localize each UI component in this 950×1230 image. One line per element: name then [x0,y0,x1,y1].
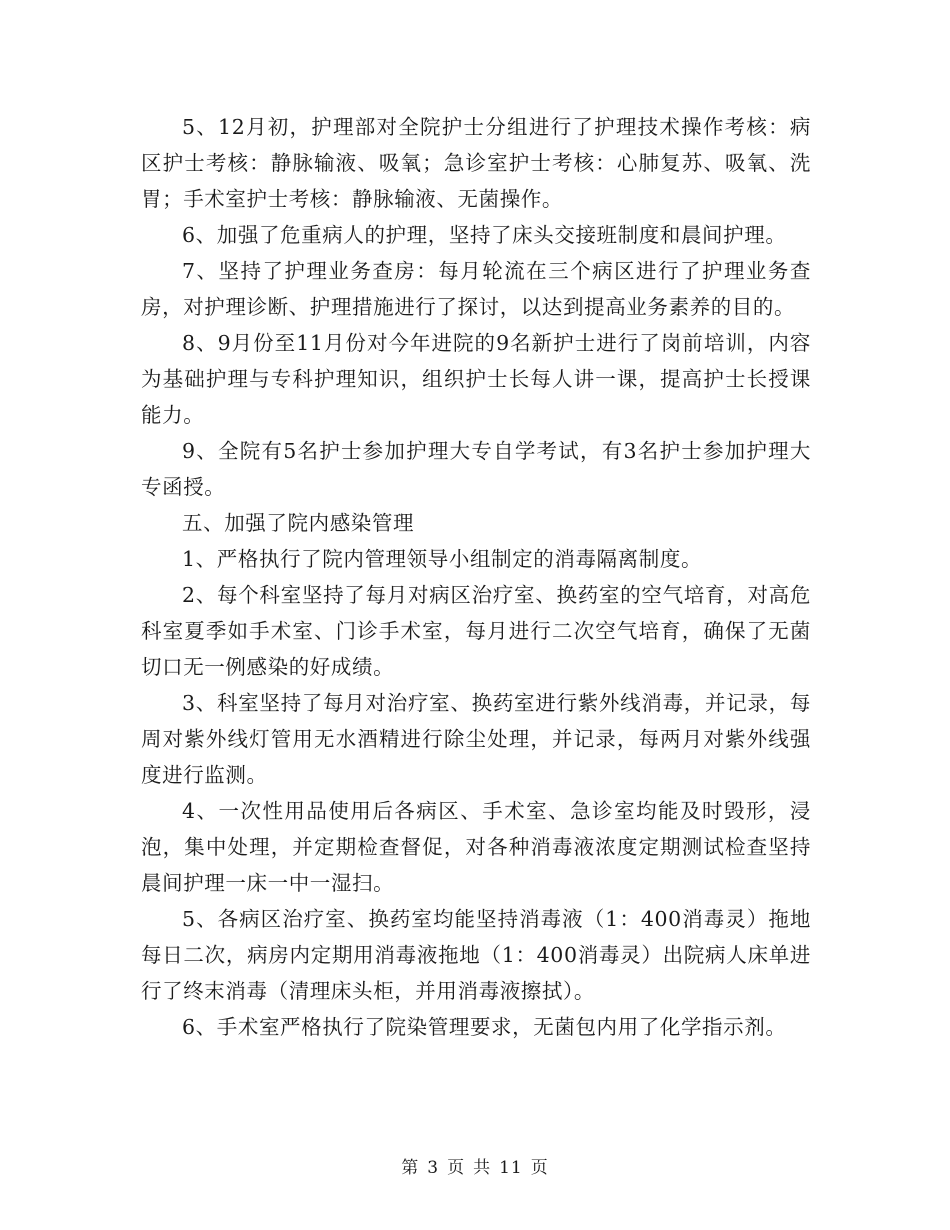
paragraph-9: 3、科室坚持了每月对治疗室、换药室进行紫外线消毒，并记录，每周对紫外线灯管用无水酒精进行除尘处理，并记录，每两月对紫外线强度进行监测。 [141,691,811,787]
footer-ye1: 页 [447,1158,466,1178]
paragraph-5: 9、全院有5名护士参加护理大专自学考试，有3名护士参加护理大专函授。 [141,439,811,499]
paragraph-10: 4、一次性用品使用后各病区、手术室、急诊室均能及时毁形，浸泡，集中处理，并定期检查督促，对各种消毒液浓度定期测试检查坚持晨间护理一床一中一湿扫。 [141,799,811,895]
document-body [141,109,811,1045]
paragraph-3: 7、坚持了护理业务查房：每月轮流在三个病区进行了护理业务查房，对护理诊断、护理措施进行了探讨，以达到提高业务素养的目的。 [141,259,811,319]
paragraph-7: 1、严格执行了院内管理领导小组制定的消毒隔离制度。 [182,547,703,571]
paragraph-12: 6、手术室严格执行了院染管理要求，无菌包内用了化学指示剂。 [182,1015,787,1039]
footer-di: 第 [401,1158,420,1178]
paragraph-11: 5、各病区治疗室、换药室均能坚持消毒液（1：400消毒灵）拖地每日二次，病房内定期用消毒液拖地（1：400消毒灵）出院病人床单进行了终末消毒（清理床头柜，并用消毒液擦拭）。 [141,907,811,1003]
page-footer [0,1153,950,1178]
footer-page-number: 3 [427,1158,440,1178]
footer-total-pages: 11 [499,1158,523,1178]
footer-gong: 共 [473,1158,492,1178]
section-heading: 五、加强了院内感染管理 [182,511,415,535]
paragraph-4: 8、9月份至11月份对今年进院的9名新护士进行了岗前培训，内容为基础护理与专科护理知识，组织护士长每人讲一课，提高护士长授课能力。 [141,331,811,427]
paragraph-8: 2、每个科室坚持了每月对病区治疗室、换药室的空气培育，对高危科室夏季如手术室、门诊手术室，每月进行二次空气培育，确保了无菌切口无一例感染的好成绩。 [141,583,811,679]
paragraph-1: 5、12月初，护理部对全院护士分组进行了护理技术操作考核：病区护士考核：静脉输液、吸氧；急诊室护士考核：心肺复苏、吸氧、洗胃；手术室护士考核：静脉输液、无菌操作。 [141,115,811,211]
footer-ye2: 页 [530,1158,549,1178]
paragraph-2: 6、加强了危重病人的护理，坚持了床头交接班制度和晨间护理。 [182,223,787,247]
